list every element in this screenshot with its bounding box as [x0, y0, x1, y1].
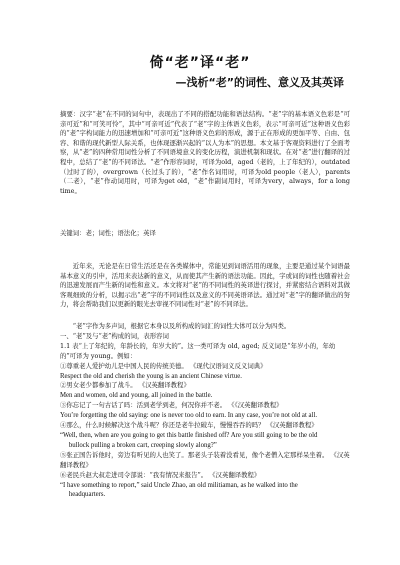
page-title: 倚“老”译“老” — [149, 55, 251, 71]
abstract-label: 摘要： — [60, 110, 80, 118]
example-en: Men and women, old and young, all joined in the battle. — [60, 392, 213, 400]
example-en: “Well, then, when are you going to get this battle finished off? Are you still going to be the old — [60, 431, 318, 439]
subsection-text: 1.1 表“上了年纪的，年龄长的，年岁大的”。这一类可译为 old, aged; 反义词是“年岁小的，年幼的”可译为 young。例如： — [60, 341, 336, 360]
keywords — [60, 229, 350, 239]
abstract — [60, 110, 350, 196]
keywords-text: 老；词性；语法化；英译 — [85, 229, 156, 237]
example-en-continued: bullock pulling a broken cart, creeping slowly along?” — [68, 441, 217, 449]
body-line: “老”字作为多声词，根据它本身以及所构成的词汇的词性大体可以分为四类。 — [72, 322, 291, 330]
example-zh: ④那么，什么时候解决这个战斗呢？你还是老牛拉破车，慢慢吞吞的吗？ 《汉英翻译教程》 — [60, 421, 318, 430]
abstract-text: 汉字“老”在不同的词句中，表现出了不同的搭配功能和语法结构。“老”字的基本语义色彩是“可亲可近”和“可笑可怜”，其中“可亲可近”代表了“老”字的主体语义色彩，表示“可亲可近”这种语义色彩的“老”字构词能力的迅速增加和“可亲可近”这种语义色彩的形成，源于正在形成的更加平等、自由、包容、和谐的现代新型人际关系，也体现逐渐兴起的“以人为本”的思想。本文基于客观资料进行了全面考察，从“老”的四种常用词性分析了不同语境意义的变化历程，演进机制和现状。在对“老”进行翻译的过程中，总结了“老”的不同译法。“老”作形容词时，可译为old，aged（老的，上了年纪的），outdated（过时了的），overgrown（长过头了的），“老”作名词用时，可译为old people（老人），parents（二老），“老”作动词用时，可译为get old，“老”作副词用时，可译为very，always，for a long time。 — [60, 110, 350, 195]
example-zh: ①尊重老人爱护幼儿是中国人民的传统美德。 《现代汉语词义反义词典》 — [60, 361, 267, 370]
example-en: “I have something to report,” said Uncle Zhao, an old militiaman, as he walked into the — [60, 481, 298, 489]
keywords-label: 关键词： — [60, 229, 86, 237]
intro-paragraph: 近年来，无论是在日常生活还是在各类媒体中，常能见到词语活用的现象，主要是通过某个词语最基本意义的引申，活用来表达新的意义，从而使其产生新的语法功能。因此，字或词的词性也随着社会的迅速发展而产生新的词性和意义。本文将对“老”的不同词性的英译进行探讨，并紧密结合语料对其做客观细致的分析，以揭示出“老”字的不同词性以及意义的不同英语译法。通过对“老”字的翻译做出的努力，将会帮助我们以更新的眼光去审视不同词性对“老”的不同译法。 — [60, 262, 350, 309]
example-en: Respect the old and cherish the young is an ancient Chinese virtue. — [60, 372, 242, 380]
example-zh: ②男女老少都参加了战斗。 《汉英翻译教程》 — [60, 381, 190, 390]
example-zh: ⑥老民兵赵大叔走进司令部说：“我有情况来报告”。 《汉英翻译教程》 — [60, 470, 261, 479]
section-heading: 一、“老”及与“老”构成的词，表形容词 — [60, 331, 169, 340]
page-subtitle: —浅析“老”的词性、意义及其英译 — [175, 76, 344, 89]
example-zh: ⑤张正国告诉他时，旁边有听见的人也笑了。那老头子装着没看见，像个老僧入定那样呆坐着。 《汉英翻译教程》 — [60, 450, 350, 469]
example-en: You’re forgetting the old saying: one is never too old to earn. In any case, you’re not old at all. — [60, 412, 318, 420]
body-text — [60, 322, 350, 500]
example-zh: ③你忘记了一句古话了吗：活到老学到老，何况你并不老。 《《汉英翻译教程》 — [60, 401, 283, 410]
example-en-continued: headquarters. — [68, 491, 106, 499]
